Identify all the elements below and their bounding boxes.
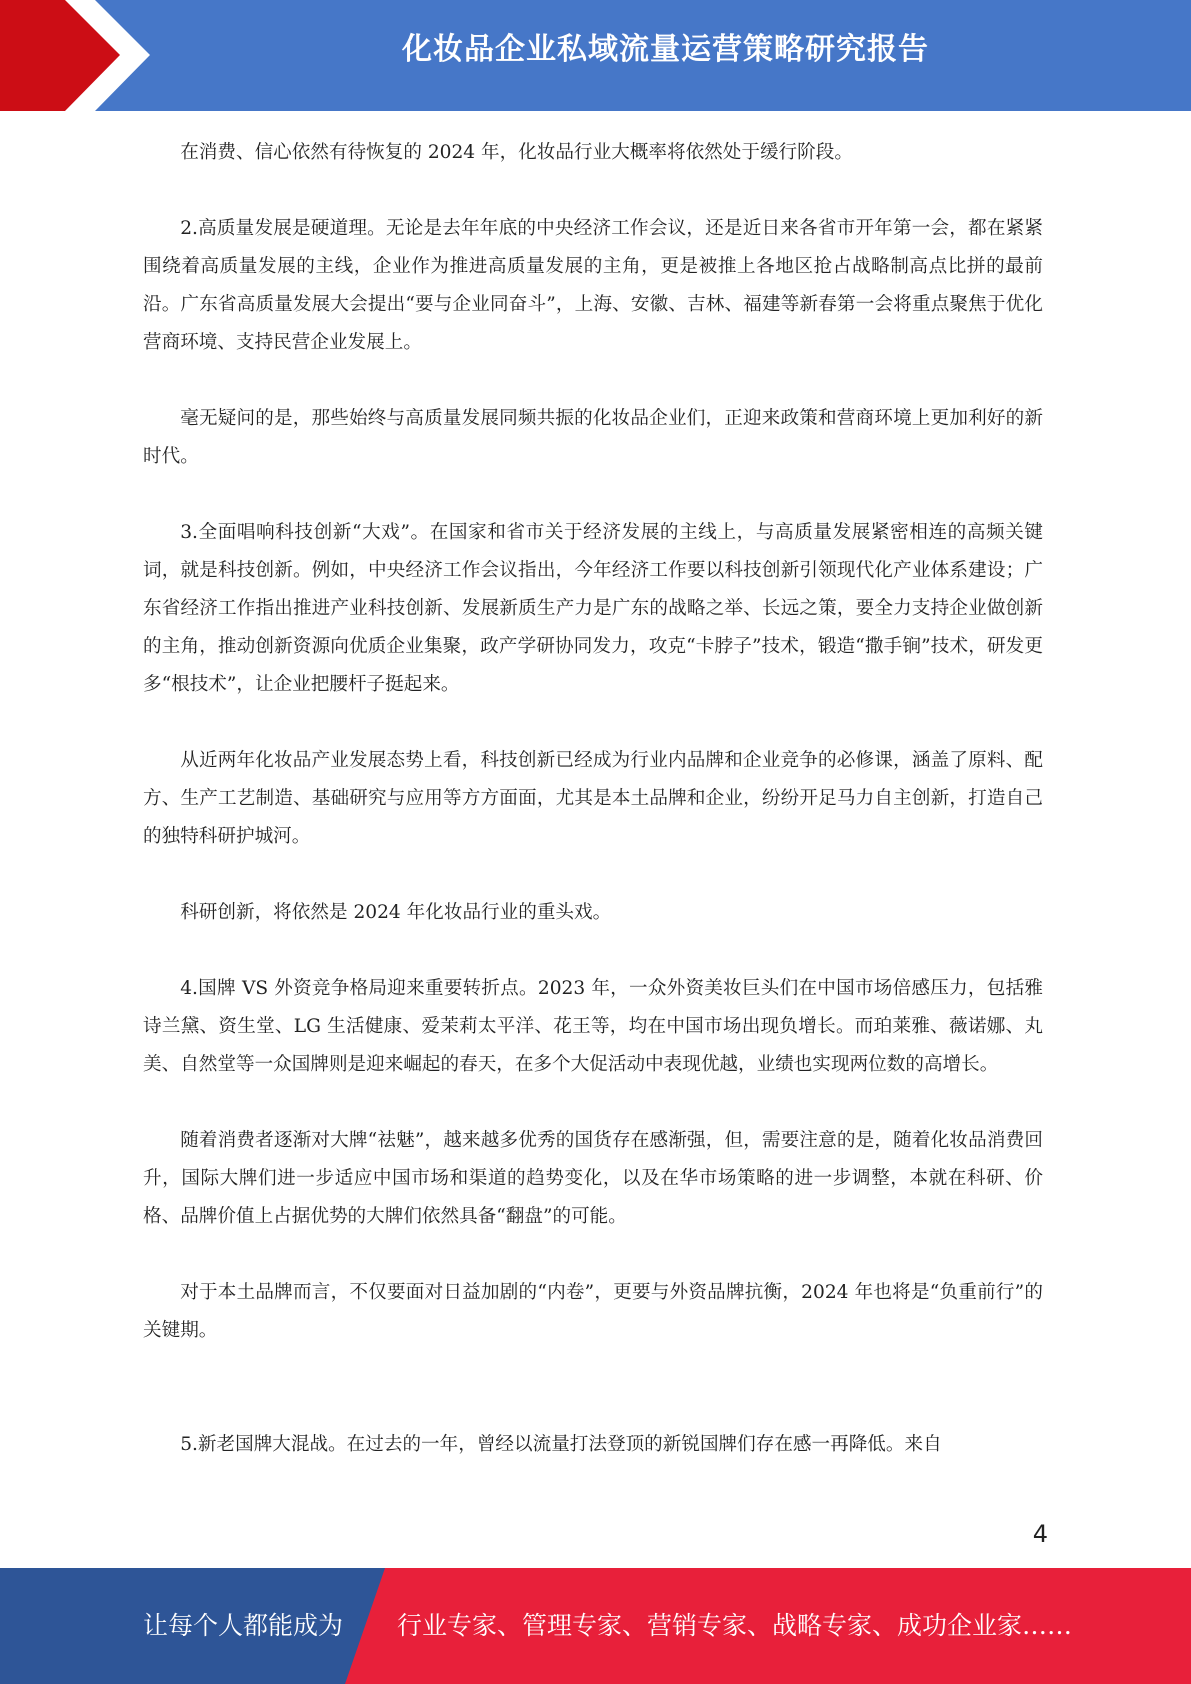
paragraph: 毫无疑问的是，那些始终与高质量发展同频共振的化妆品企业们，正迎来政策和营商环境上更加利好的新时代。 bbox=[143, 408, 1043, 467]
paragraph: 4.国牌 VS 外资竞争格局迎来重要转折点。2023 年，一众外资美妆巨头们在中国市场倍感压力，包括雅诗兰黛、资生堂、LG 生活健康、爱茉莉太平洋、花王等，均在中国市场出现负增长。而珀莱雅、薇诺娜、丸美、自然堂等一众国牌则是迎来崛起的春天，在多个大促活动中表现优越，业绩也实现两位数的高增长。 bbox=[143, 978, 1043, 1075]
footer-slogan-right: 行业专家、管理专家、营销专家、战略专家、成功企业家…… bbox=[397, 1611, 1073, 1640]
paragraph: 5.新老国牌大混战。在过去的一年，曾经以流量打法登顶的新锐国牌们存在感一再降低。来自 bbox=[180, 1434, 942, 1455]
paragraph: 在消费、信心依然有待恢复的 2024 年，化妆品行业大概率将依然处于缓行阶段。 bbox=[180, 142, 853, 163]
paragraph: 科研创新，将依然是 2024 年化妆品行业的重头戏。 bbox=[180, 902, 612, 923]
report-title: 化妆品企业私域流量运营策略研究报告 bbox=[402, 32, 929, 67]
paragraph: 对于本土品牌而言，不仅要面对日益加剧的“内卷”，更要与外资品牌抗衡，2024 年也将是“负重前行”的关键期。 bbox=[143, 1282, 1043, 1341]
paragraph: 2.高质量发展是硬道理。无论是去年年底的中央经济工作会议，还是近日来各省市开年第一会，都在紧紧围绕着高质量发展的主线，企业作为推进高质量发展的主角，更是被推上各地区抢占战略制高点比拼的最前沿。广东省高质量发展大会提出“要与企业同奋斗”，上海、安徽、吉林、福建等新春第一会将重点聚焦于优化营商环境、支持民营企业发展上。 bbox=[143, 218, 1043, 353]
paragraph: 随着消费者逐渐对大牌“祛魅”，越来越多优秀的国货存在感渐强，但，需要注意的是，随着化妆品消费回升，国际大牌们进一步适应中国市场和渠道的趋势变化，以及在华市场策略的进一步调整，本就在科研、价格、品牌价值上占据优势的大牌们依然具备“翻盘”的可能。 bbox=[143, 1130, 1043, 1227]
page-footer bbox=[0, 1568, 1191, 1684]
paragraph: 从近两年化妆品产业发展态势上看，科技创新已经成为行业内品牌和企业竞争的必修课，涵盖了原料、配方、生产工艺制造、基础研究与应用等方方面面，尤其是本土品牌和企业，纷纷开足马力自主创新，打造自己的独特科研护城河。 bbox=[143, 750, 1043, 847]
document-body bbox=[143, 134, 1043, 1464]
page-header bbox=[0, 0, 1191, 111]
paragraph: 3.全面唱响科技创新“大戏”。在国家和省市关于经济发展的主线上，与高质量发展紧密相连的高频关键词，就是科技创新。例如，中央经济工作会议指出，今年经济工作要以科技创新引领现代化产业体系建设；广东省经济工作指出推进产业科技创新、发展新质生产力是广东的战略之举、长远之策，要全力支持企业做创新的主角，推动创新资源向优质企业集聚，政产学研协同发力，攻克“卡脖子”技术，锻造“撒手锏”技术，研发更多“根技术”，让企业把腰杆子挺起来。 bbox=[143, 522, 1043, 695]
footer-slogan-left: 让每个人都能成为 bbox=[143, 1611, 344, 1640]
page-number: 4 bbox=[1032, 1520, 1048, 1548]
